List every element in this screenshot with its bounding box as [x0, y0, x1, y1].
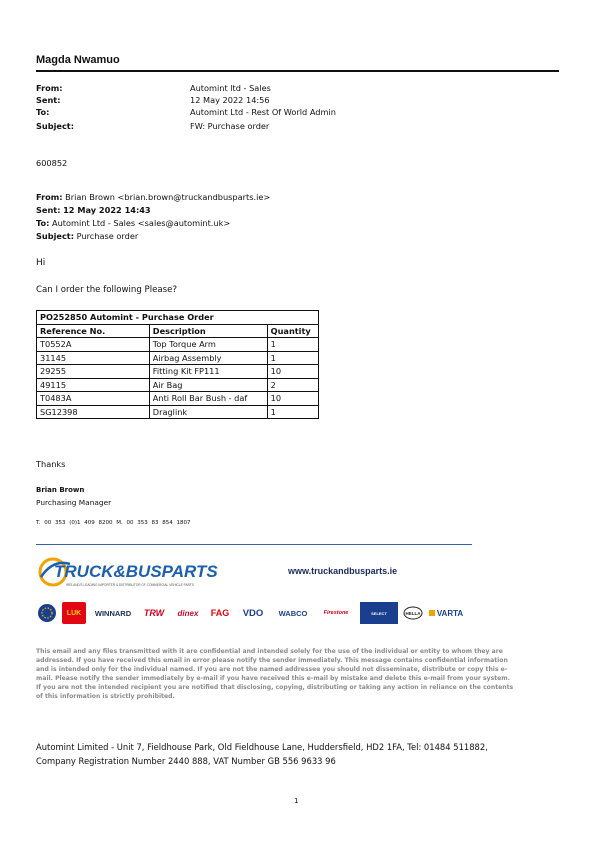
brand-winnard: WINNARD: [94, 608, 132, 618]
brand-varta-label: VARTA: [436, 608, 464, 618]
po-cell-reference: 49115: [37, 378, 150, 392]
po-cell-quantity: 1: [267, 351, 318, 365]
po-header-quantity: Quantity: [267, 324, 318, 338]
svg-text:HELLA: HELLA: [405, 611, 421, 616]
po-header-description: Description: [149, 324, 267, 338]
fwd-sent-line: [36, 205, 151, 216]
fwd-sent-label: Sent:: [36, 205, 61, 215]
table-row: [37, 365, 319, 379]
fwd-subject-value: Purchase order: [76, 231, 139, 241]
company-logo: [36, 555, 226, 589]
brand-vdo: VDO: [242, 607, 264, 619]
company-registration-line: Company Registration Number 2440 888, VAT Number GB 556 9633 96: [36, 756, 336, 766]
purchase-order-table: [36, 310, 319, 419]
closing: Thanks: [36, 459, 66, 469]
po-title-row: [37, 311, 319, 325]
po-cell-reference: T0483A: [37, 392, 150, 406]
fwd-subject-label: Subject:: [36, 231, 74, 241]
po-cell-description: Fitting Kit FP111: [149, 365, 267, 379]
signature-divider: [36, 544, 472, 545]
brand-luk: LUK: [62, 602, 86, 624]
signature-title: Purchasing Manager: [36, 498, 112, 507]
po-cell-quantity: 1: [267, 405, 318, 419]
po-cell-description: Airbag Assembly: [149, 351, 267, 365]
po-header-reference: Reference No.: [37, 324, 150, 338]
brand-wabco: WABCO: [278, 608, 308, 618]
outer-subject-value: FW: Purchase order: [190, 121, 270, 131]
outer-sent-value: 12 May 2022 14:56: [190, 95, 270, 105]
po-cell-reference: T0552A: [37, 338, 150, 352]
brand-logo-strip: [36, 600, 472, 626]
po-cell-quantity: 10: [267, 365, 318, 379]
table-row: [37, 378, 319, 392]
brand-hella: [402, 602, 424, 624]
table-row: [37, 351, 319, 365]
outer-to-label: To:: [36, 107, 50, 117]
reference-number: 600852: [36, 158, 68, 168]
outer-from-value: Automint ltd - Sales: [190, 83, 271, 93]
po-header-row: [37, 324, 319, 338]
po-cell-description: Top Torque Arm: [149, 338, 267, 352]
outer-sent-label: Sent:: [36, 95, 61, 105]
brand-varta: [428, 602, 464, 624]
po-title: PO252850 Automint - Purchase Order: [37, 311, 319, 325]
fwd-to-line: [36, 218, 230, 229]
fwd-subject-line: [36, 231, 138, 242]
company-address-line: Automint Limited - Unit 7, Fieldhouse Park, Old Fieldhouse Lane, Huddersfield, HD2 1FA, Tel: 01484 511882,: [36, 742, 488, 752]
po-cell-description: Anti Roll Bar Bush - daf: [149, 392, 267, 406]
po-cell-reference: 29255: [37, 365, 150, 379]
outer-from-label: From:: [36, 83, 63, 93]
po-cell-reference: 31145: [37, 351, 150, 365]
fwd-to-value[interactable]: Automint Ltd - Sales <sales@automint.uk>: [52, 218, 231, 228]
brand-firestone: Firestone: [323, 610, 349, 616]
po-cell-description: Draglink: [149, 405, 267, 419]
website-link[interactable]: www.truckandbusparts.ie: [288, 566, 398, 576]
signature-phone: T. 00 353 (0)1 409 8200 M. 00 353 83 854 1807: [36, 520, 191, 526]
po-cell-description: Air Bag: [149, 378, 267, 392]
brand-trw: TRW: [143, 608, 165, 618]
page-number: 1: [294, 797, 299, 805]
varta-mark-icon: [429, 610, 435, 616]
outer-subject-label: Subject:: [36, 121, 74, 131]
fwd-from-value[interactable]: Brian Brown <brian.brown@truckandbusparts.ie>: [65, 192, 271, 202]
truck-bus-parts-logo: [36, 555, 226, 589]
fwd-to-label: To:: [36, 218, 50, 228]
sender-name: Magda Nwamuo: [36, 54, 120, 66]
brand-fag: FAG: [210, 608, 230, 618]
table-row: [37, 405, 319, 419]
fwd-from-label: From:: [36, 192, 63, 202]
email-disclaimer: This email and any files transmitted with it are confidential and intended solely for the use of the individual or entity to whom they are addressed. If you have received this email in error please notify the sender immediately. This message contains confidential information and is intended only for the individual named. If you are not the named addressee you should not disseminate, distribute or copy this e-mail. Please notify the sender immediately by e-mail if you have received this e-mail by mistake and delete this e-mail from your system. If you are not the intended recipient you are notified that disclosing, copying, distributing or taking any action in reliance on the contents of this information is strictly prohibited.: [36, 648, 514, 701]
po-cell-quantity: 1: [267, 338, 318, 352]
logo-main-text: TRUCK&BUSPARTS: [54, 562, 218, 581]
po-cell-quantity: 10: [267, 392, 318, 406]
header-divider: [36, 70, 559, 72]
request-line: Can I order the following Please?: [36, 285, 178, 295]
greeting: Hi: [36, 258, 46, 268]
brand-dinex: dinex: [177, 608, 199, 618]
fwd-sent-value: 12 May 2022 14:43: [63, 205, 151, 215]
brand-select-bands-icon: SELECT: [360, 602, 398, 624]
po-cell-reference: SG12398: [37, 405, 150, 419]
signature-name: Brian Brown: [36, 486, 85, 494]
fwd-from-line: [36, 192, 270, 203]
euro-brand-icon: [36, 602, 58, 624]
table-row: [37, 338, 319, 352]
po-cell-quantity: 2: [267, 378, 318, 392]
outer-to-value: Automint Ltd - Rest Of World Admin: [190, 107, 336, 117]
logo-tagline: IRELAND'S LEADING IMPORTER & DISTRIBUTOR OF COMMERCIAL VEHICLE PARTS: [66, 583, 194, 587]
table-row: [37, 392, 319, 406]
